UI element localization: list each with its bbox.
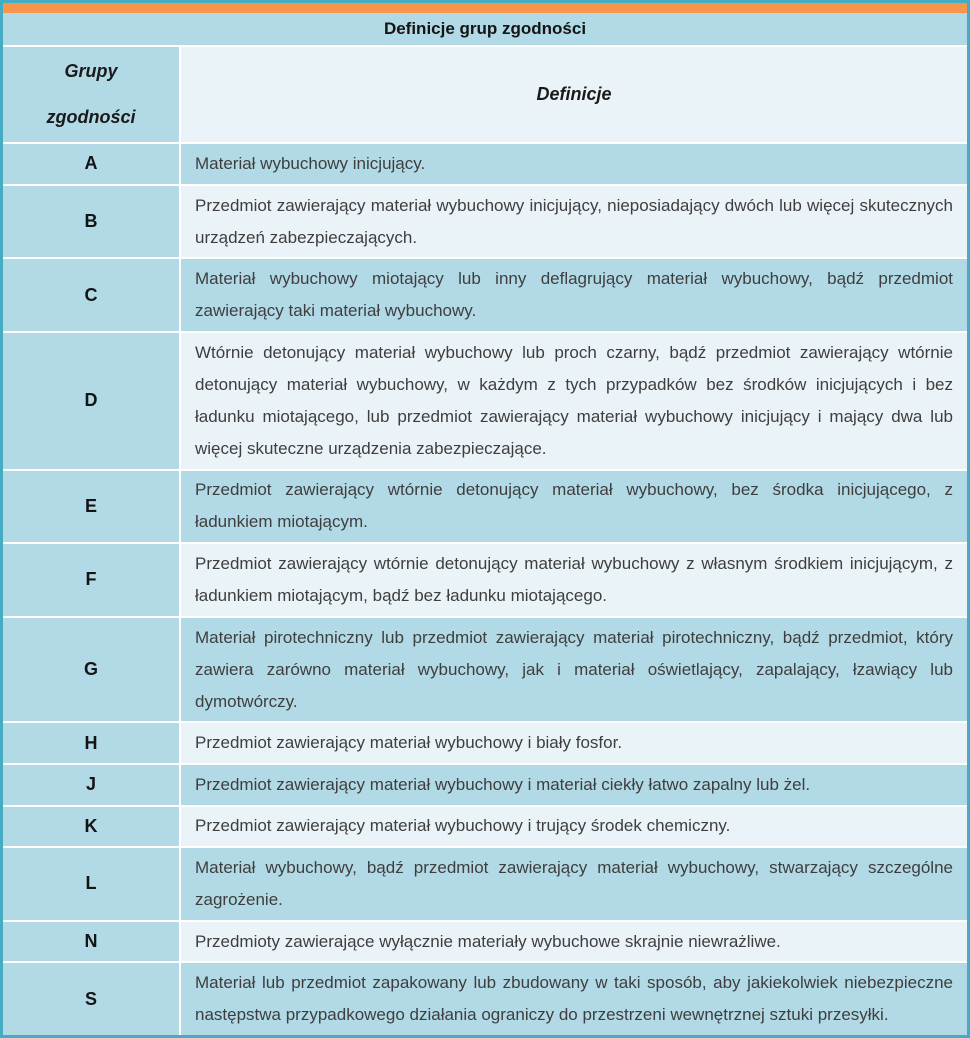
definition-text: Przedmiot zawierający materiał wybuchowy i biały fosfor. [195,733,623,753]
top-accent-bar [3,3,967,13]
table-title: Definicje grup zgodności [3,13,967,45]
definition-text: Materiał pirotechniczny lub przedmiot zawierający materiał pirotechniczny, bądź przedmiot, który zawiera zarówno materiał wybuchowy, jak i materiał oświetlający, zapalający, łzawiący lub dymotwórczy. [195,627,953,711]
group-letter-cell: E [3,471,179,543]
definition-text: Przedmiot zawierający wtórnie detonujący materiał wybuchowy, bez środka inicjującego, z ładunkiem miotającym. [195,480,953,532]
definition-cell [181,922,967,962]
definition-cell [181,618,967,722]
definition-text: Przedmiot zawierający materiał wybuchowy i materiał ciekły łatwo zapalny lub żel. [195,774,811,794]
definition-text: Materiał wybuchowy miotający lub inny deflagrujący materiał wybuchowy, bądź przedmiot zawierający taki materiał wybuchowy. [195,269,953,321]
definition-text: Przedmiot zawierający wtórnie detonujący materiał wybuchowy z własnym środkiem inicjującym, z ładunkiem miotającym, bądź bez ładunku miotającego. [195,553,953,605]
definition-cell [181,186,967,258]
group-letter-cell: L [3,848,179,920]
definition-text: Przedmioty zawierające wyłącznie materiały wybuchowe skrajnie niewrażliwe. [195,931,781,951]
definition-cell [181,144,967,184]
definition-cell [181,848,967,920]
group-letter-cell: C [3,259,179,331]
definition-cell [181,723,967,763]
definition-cell [181,765,967,805]
definition-cell [181,807,967,847]
group-letter-cell: F [3,544,179,616]
definition-text: Materiał wybuchowy, bądź przedmiot zawierający materiał wybuchowy, stwarzający szczególne zagrożenie. [195,857,953,909]
group-letter-cell: A [3,144,179,184]
definition-cell [181,471,967,543]
group-letter-cell: D [3,333,179,469]
group-letter-cell: G [3,618,179,722]
column-header-groups [3,47,179,143]
definition-text: Materiał lub przedmiot zapakowany lub zbudowany w taki sposób, aby jakiekolwiek niebezpieczne następstwa przypadkowego działania ograniczy do przestrzeni wewnętrznej sztuki przesyłki. [195,973,953,1025]
column-header-definitions-label: Definicje [536,83,612,104]
definition-cell [181,333,967,469]
group-letter-cell: S [3,963,179,1035]
group-letter-cell: J [3,765,179,805]
group-letter-cell: K [3,807,179,847]
table-grid [3,13,967,1035]
definition-text: Wtórnie detonujący materiał wybuchowy lub proch czarny, bądź przedmiot zawierający wtórnie detonujący materiał wybuchowy, w każdym z tych przypadków bez środków inicjujących i bez ładunku miotającego, lub przedmiot zawierający materiał wybuchowy inicjujący i mający dwa lub więcej skuteczne urządzenia zabezpieczające. [195,342,953,458]
definition-text: Przedmiot zawierający materiał wybuchowy inicjujący, nieposiadający dwóch lub więcej skutecznych urządzeń zabezpieczających. [195,195,953,247]
column-header-definitions [181,47,967,143]
definition-text: Przedmiot zawierający materiał wybuchowy i trujący środek chemiczny. [195,816,731,836]
definition-cell [181,963,967,1035]
group-letter-cell: H [3,723,179,763]
definition-text: Materiał wybuchowy inicjujący. [195,153,426,173]
group-letter-cell: N [3,922,179,962]
group-letter-cell: B [3,186,179,258]
column-header-groups-label: Grupy zgodności [46,61,136,128]
definition-cell [181,259,967,331]
definition-cell [181,544,967,616]
